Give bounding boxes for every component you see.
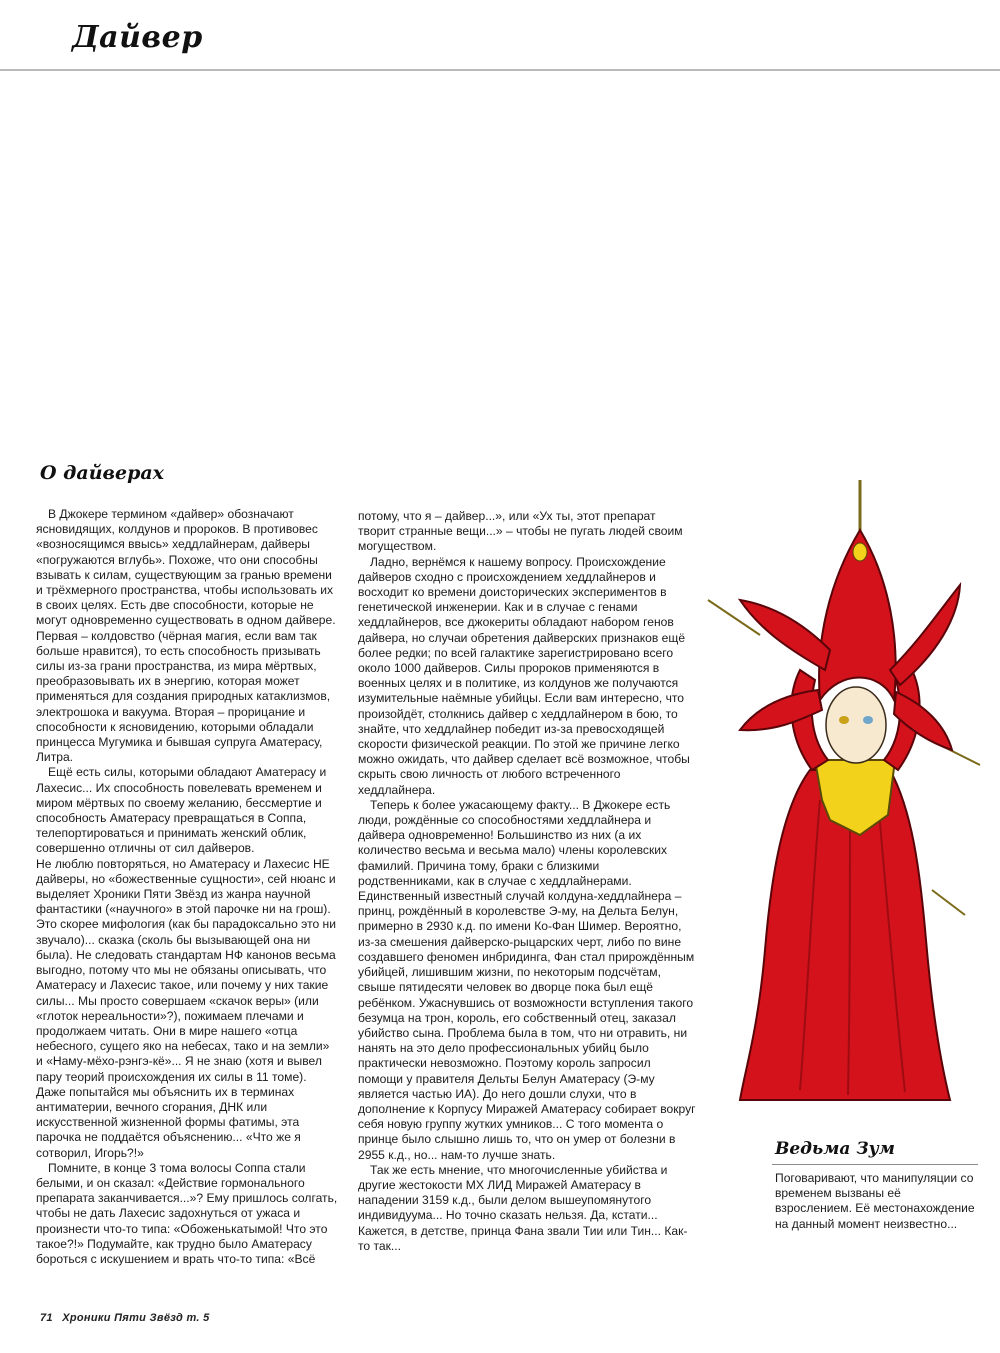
paragraph: Теперь к более ужасающему факту... В Джокере есть люди, рождённые со способностями хеддлайнера и дайвера одновременно! Большинство из них (а их количество весьма и весьма мало) члены королевских фамилий. Причина тому, браки с близкими родственниками, как в случае с хеддлайнерами. Единственный известный случай колдуна-хеддлайнера – принц, рождённый в королевстве Э-му, на Дельта Белун, примерно в 2930 к.д. по имени Ко-Фан Шимер. Вероятно, из-за смешения дайверско-рыцарских черт, либо по вине создавшего феномен инбридинга, Фан стал прирождённым убийцей, лишившим жизни, по некоторым подсчётам, свыше пятидесяти человек во дворце пока был ещё ребёнком. Ужаснувшись от возможности вступления такого безумца на трон, король, его собственный отец, заказал убийство сына. Проблема была в том, что ни отравить, ни нанять на это дело профессиональных убийц было практически невозможно. Поэтому король запросил помощи у правителя Дельты Белун Аматерасу (Э-му является частью ИА). До него дошли слухи, что в дополнение к Корпусу Миражей Аматерасу собирает вокруг себя новую группу жутких умников... С того момента о принце было слышно лишь то, что он умер от болезни в 2955 к.д., но... нам-то лучше знать. [358,797,696,1162]
paragraph: В Джокере термином «дайвер» обозначают ясновидящих, колдунов и пророков. В противовес «возносящимся ввысь» хеддлайнерам, дайверы «погружаются вглубь». Похоже, что они способны взывать к силам, существующим за гранью времени и трёхмерного пространства, чтобы использовать их в своих целях. Есть две способности, которые не могут одновременно существовать в одном дайвере. Первая – колдовство (чёрная магия, если вам так больше нравится), то есть способность призывать силы из-за грани пространства, из мира мёртвых, преобразовывать их в энергию, которая может применяться для создания природных катаклизмов, электрошока и вакуума. Вторая – прорицание и способности к ясновидению, которыми обладали принцесса Мугумика и бывшая супруга Аматерасу, Литра. [36,507,336,765]
page-number: 71 [40,1312,53,1324]
paragraph: Ладно, вернёмся к нашему вопросу. Происхождение дайверов сходно с происхождением хеддлайнеров и восходит ко времени доисторических экспериментов в генетической инженерии. Как и в случае с генами хеддлайнеров, все джокериты обладают набором генов дайвера, но случаи обретения дайверских признаков ещё более редки; по всей галактике зарегистрировано всего около 1000 дайверов. Силы пророков применяются в военных целях и в политике, из колдунов же получаются изумительные наёмные убийцы. Если вам интересно, что произойдёт, столкнись дайвер с хеддлайнером в бою, то знайте, что хеддлайнер победит из-за превосходящей скорости физической реакции. По этой же причине легко можно ожидать, что дайвер сделает всё возможное, чтобы скрыть свою личность от любого встреченного хеддлайнера. [358,554,690,797]
caption-text: Поговаривают, что манипуляции со временем вызваны её взрослением. Её местонахождение на данный момент неизвестно... [775,1171,975,1231]
text-column-1 [36,507,339,1267]
headdress-jewel [853,543,867,561]
book-title: Хроники Пяти Звёзд т. 5 [62,1312,210,1324]
text-column-2 [358,509,696,1254]
spike-shape [932,890,965,915]
headdress-petal [890,585,960,685]
page-footer [40,1312,216,1324]
caption-title: Ведьма Зум [775,1139,895,1159]
witch-zoom-illustration [700,470,990,1110]
face-shape [826,687,886,763]
caption-divider [772,1164,978,1165]
paragraph: Ещё есть силы, которыми обладают Аматерасу и Лахесис... Их способность повелевать временем и миром мёртвых по своему желанию, бессмертие и способность Аматерасу превращаться в Соппа, телепортироваться и принимать женский облик, совершенно отличны от сил дайверов. [36,765,327,856]
eye-shape [863,716,873,724]
paragraph: Не люблю повторяться, но Аматерасу и Лахесис НЕ дайверы, но «божественные сущности», сей нюанс и выделяет Хроники Пяти Звёзд из жанра научной фантастики («научного» в этой парочке ни на грош). Это скорее мифология (как бы парадоксально это ни звучало)... сказка (сколь бы вызывающей она ни была). Не следовать стандартам НФ канонов весьма выгодно, потому что мы не обязаны описывать, что Аматерасу и Лахесис такое, или почему у них такие силы... Мы просто совершаем «скачок веры» (или «глоток нереальности»?), пожимаем плечами и продолжаем читать. Они в мире нашего «отца небесного, сущего яко на небесах, тако и на земли» и «Наму-мёхо-рэнгэ-кё»... Я не знаю (хотя и вывел пару теорий происхождения их силы в 11 томе). Даже попытайся мы объяснить их в терминах антиматерии, вечного сгорания, ДНК или искусственной жизненной формы фатимы, эта парочка не поддаётся объяснению... «Что же я сотворил, Игорь?!» [36,856,336,1160]
section-heading: О дайверах [40,462,164,484]
paragraph: Помните, в конце 3 тома волосы Соппа стали белыми, и он сказал: «Действие гормонального препарата заканчивается...»? Ему пришлось солгать, чтобы не дать Лахесис задохнуться от ужаса и произнести что-то типа: «Обоженькатымой! Что это такое?!» Подумайте, как трудно было Аматерасу бороться с искушением и врать что-то типа: «Всё [36,1160,338,1266]
page-title: Дайвер [72,20,203,55]
eye-shape [839,716,849,724]
header-divider [0,69,1000,71]
paragraph: потому, что я – дайвер...», или «Ух ты, этот препарат творит странные вещи...» – чтобы не пугать людей своим могуществом. [358,509,683,554]
headdress-petal [740,600,830,670]
paragraph: Так же есть мнение, что многочисленные убийства и другие жестокости МХ ЛИД Миражей Аматерасу в нападении 3159 к.д., были делом вышеупомянутого индивидуума... Но точно сказать нельзя. Да, кстати... Кажется, в детстве, принца Фана звали Тии или Тин... Как-то так... [358,1162,688,1253]
